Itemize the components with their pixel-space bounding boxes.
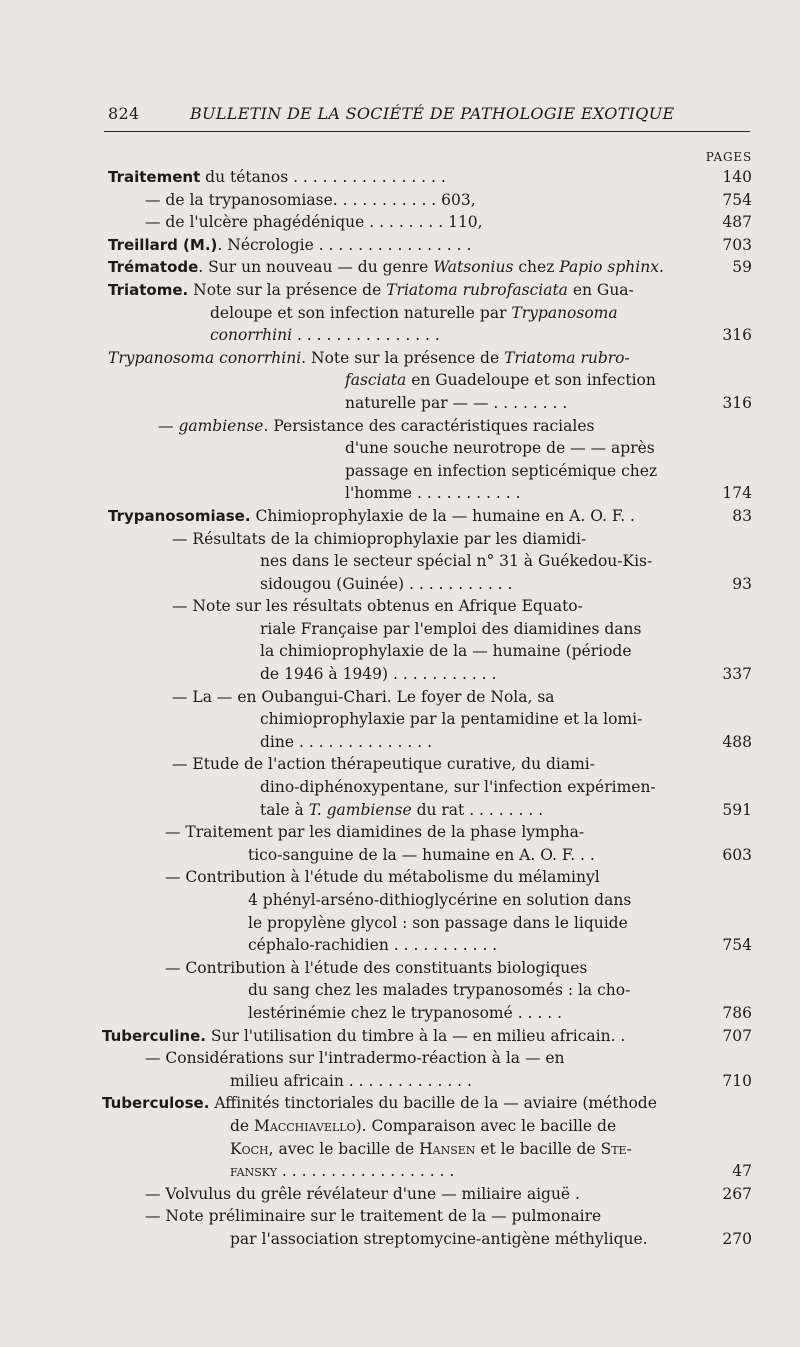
entry-text <box>210 302 618 325</box>
page-ref: 174 <box>722 484 752 503</box>
entry-text-segment: du tétanos . . . . . . . . . . . . . . . . <box>200 168 446 186</box>
entry-text-segment: du sang chez les malades trypanosomés : la cho- <box>248 981 631 1000</box>
index-line <box>0 979 800 1002</box>
entry-text <box>158 415 594 438</box>
index-line <box>0 1183 800 1206</box>
page-ref: 603 <box>722 845 752 864</box>
entry-text-segment: Triatoma rubro- <box>504 348 630 367</box>
entry-text-segment: 4 phényl-arséno-dithioglycérine en solution dans <box>248 891 632 909</box>
entry-text <box>248 912 628 935</box>
page-ref: 488 <box>722 732 752 751</box>
entry-text-segment: deloupe et son infection naturelle par <box>210 303 512 322</box>
index-line <box>0 1160 800 1183</box>
entry-text-segment: Sur l'utilisation du timbre à la — en milieu africain. . <box>205 1026 626 1045</box>
entry-text-segment: T. gambiense <box>308 800 412 819</box>
index-line <box>0 189 800 212</box>
index-line <box>0 505 800 528</box>
entry-text <box>260 799 543 822</box>
entry-text <box>248 844 595 867</box>
entry-keyword: Traitement <box>108 168 201 186</box>
entry-text <box>260 618 641 641</box>
entry-text <box>230 1070 472 1093</box>
entry-text <box>145 1183 580 1206</box>
entry-text <box>260 708 642 731</box>
page-ref: 754 <box>722 190 752 209</box>
index-line <box>0 889 800 912</box>
index-line <box>0 640 800 663</box>
index-line <box>0 573 800 596</box>
entry-text <box>248 979 630 1002</box>
page-ref: 267 <box>722 1184 752 1203</box>
entry-text-segment: . Note sur la présence de <box>301 348 505 367</box>
entry-text <box>108 279 634 302</box>
entry-text-segment: et le bacille de <box>475 1139 601 1158</box>
entry-text <box>108 234 471 257</box>
entry-text <box>108 505 635 528</box>
entry-text-segment: — Résultats de la chimioprophylaxie par les diamidi- <box>172 529 587 548</box>
index-line <box>0 708 800 731</box>
entry-text-segment: Hansen <box>419 1139 476 1158</box>
entry-text <box>108 166 446 189</box>
index-line <box>0 1228 800 1251</box>
page-ref: 83 <box>732 506 752 525</box>
index-line <box>0 1070 800 1093</box>
entry-text-segment: Koch <box>230 1139 269 1158</box>
entry-text-segment: nes dans le secteur spécial n° 31 à Guékedou-Kis- <box>260 552 653 571</box>
index-line <box>0 731 800 754</box>
entry-text-segment: la chimioprophylaxie de la — humaine (période <box>260 642 632 661</box>
entry-text <box>172 686 555 709</box>
index-line <box>0 1047 800 1070</box>
index-line <box>0 550 800 573</box>
entry-text-segment: lestérinémie chez le trypanosomé . . . . . <box>248 1003 563 1022</box>
index-line <box>0 618 800 641</box>
index-line <box>0 324 800 347</box>
entry-text-segment: — La — en Oubangui-Chari. Le foyer de Nola, sa <box>172 687 555 706</box>
entry-text-segment: Affinités tinctoriales du bacille de la — aviaire (méthode <box>209 1094 657 1113</box>
entry-text-segment: — Contribution à l'étude du métabolisme du mélaminyl <box>165 868 600 887</box>
entry-text-segment: fasciata <box>345 371 407 390</box>
page-ref: 270 <box>722 1229 752 1248</box>
index-line <box>0 211 800 234</box>
entry-text-segment: en Gua- <box>567 280 634 299</box>
entry-text-segment: par l'association streptomycine-antigène méthylique. <box>230 1229 648 1248</box>
entry-text-segment: milieu africain . . . . . . . . . . . . . <box>230 1071 472 1090</box>
entry-text-segment: , avec le bacille de <box>268 1139 420 1158</box>
entry-text <box>145 211 483 234</box>
index-line <box>0 437 800 460</box>
index-line <box>0 595 800 618</box>
entry-text-segment: chimioprophylaxie par la pentamidine et la lomi- <box>260 710 643 729</box>
entry-text-segment: dine . . . . . . . . . . . . . . <box>260 732 432 751</box>
entry-text-segment: Watsonius <box>433 258 514 277</box>
index-line <box>0 866 800 889</box>
entry-text-segment: Note sur la présence de <box>188 280 387 299</box>
index-line <box>0 392 800 415</box>
page-ref: 316 <box>722 393 752 412</box>
entry-text <box>248 889 631 912</box>
entry-text <box>230 1160 454 1185</box>
entry-text <box>108 256 664 279</box>
index-line <box>0 279 800 302</box>
page-ref: 707 <box>722 1026 752 1045</box>
index-line <box>0 912 800 935</box>
entry-keyword: Triatome. <box>108 280 189 299</box>
entry-text-segment: tale à <box>260 800 309 819</box>
entry-keyword: Treillard (M.) <box>108 235 218 254</box>
index-line <box>0 369 800 392</box>
entry-text <box>260 663 496 686</box>
entry-text-segment: — Volvulus du grêle révélateur d'une — miliaire aiguë . <box>145 1184 580 1203</box>
entry-text <box>210 324 440 347</box>
entry-text-segment: gambiense <box>178 416 264 435</box>
entry-text-segment: céphalo-rachidien . . . . . . . . . . . <box>248 936 498 955</box>
index-line <box>0 1115 800 1138</box>
entry-text <box>260 573 512 596</box>
entry-text <box>145 1205 601 1228</box>
page-number: 824 <box>108 104 140 123</box>
entry-text-segment: du rat . . . . . . . . <box>411 800 544 819</box>
index-line <box>0 1002 800 1025</box>
entry-text-segment: . . . . . . . . . . . . . . . . . . <box>276 1162 455 1181</box>
index-line <box>0 256 800 279</box>
entry-text-segment: conorrhini <box>210 326 293 345</box>
entry-text <box>102 1092 657 1115</box>
page-ref: 487 <box>722 213 752 232</box>
entry-text <box>165 866 600 889</box>
page-ref: 703 <box>722 235 752 254</box>
entry-text-segment: dino-diphénoxypentane, sur l'infection expérimen- <box>260 778 656 797</box>
page-ref: 591 <box>722 800 752 819</box>
page-ref: 59 <box>732 258 752 277</box>
entry-text-segment: . Nécrologie . . . . . . . . . . . . . . . . <box>217 235 472 254</box>
entry-text <box>260 776 656 799</box>
entry-text-segment: — de l'ulcère phagédénique . . . . . . . . 110, <box>145 213 483 232</box>
page-ref: 47 <box>732 1162 752 1181</box>
entry-text <box>230 1115 616 1138</box>
index-line <box>0 528 800 551</box>
entry-text <box>248 1002 562 1025</box>
index-line <box>0 753 800 776</box>
index-line <box>0 799 800 822</box>
page-ref: 93 <box>732 574 752 593</box>
page-ref: 337 <box>722 665 752 684</box>
entry-text-segment: — Considérations sur l'intradermo-réaction à la — en <box>145 1049 565 1068</box>
entry-text-segment: — Contribution à l'étude des constituants biologiques <box>165 958 588 977</box>
entry-text <box>345 437 655 460</box>
pages-column-label: PAGES <box>705 150 752 164</box>
entry-text-segment: . . . . . . . . . . . . . . . <box>292 326 440 345</box>
entry-text-segment: — Note préliminaire sur le traitement de la — pulmonaire <box>145 1207 602 1226</box>
entry-text-segment: . Persistance des caractéristiques raciales <box>263 416 595 435</box>
entry-text-segment: — Traitement par les diamidines de la phase lympha- <box>165 823 585 842</box>
entry-text-segment: naturelle par — — . . . . . . . . <box>345 393 568 412</box>
entry-text <box>172 595 583 618</box>
index-line <box>0 686 800 709</box>
entry-text-segment: . Sur un nouveau — du genre <box>198 258 434 277</box>
entry-text-segment: Ste- <box>600 1139 632 1158</box>
entry-keyword: Tuberculine. <box>102 1026 206 1045</box>
page-ref: 786 <box>722 1003 752 1022</box>
entry-keyword: Trématode <box>108 258 199 277</box>
entry-text-segment: le propylène glycol : son passage dans le liquide <box>248 913 628 932</box>
entry-keyword: Trypanosomiase. <box>108 506 251 525</box>
entry-text <box>230 1228 648 1251</box>
entry-text <box>260 640 632 663</box>
index-line <box>0 663 800 686</box>
page-ref: 140 <box>722 168 752 186</box>
entry-text <box>260 731 432 754</box>
index-line <box>0 415 800 438</box>
entry-text-segment: Papio sphinx. <box>559 258 664 277</box>
entry-text-segment: l'homme . . . . . . . . . . . <box>345 484 521 503</box>
entry-text <box>345 482 521 505</box>
index-line <box>0 482 800 505</box>
index-line <box>0 234 800 257</box>
entry-text-segment: de <box>230 1116 255 1135</box>
journal-title: BULLETIN DE LA SOCIÉTÉ DE PATHOLOGIE EXOTIQUE <box>190 104 675 123</box>
index-line <box>0 934 800 957</box>
page-ref: 754 <box>722 936 752 955</box>
entry-keyword: Tuberculose. <box>102 1094 210 1113</box>
entry-text-segment: Macchiavello <box>254 1116 356 1135</box>
entry-text <box>108 347 630 370</box>
entry-text <box>165 821 584 844</box>
entry-text-segment: — de la trypanosomiase. . . . . . . . . . . 603, <box>145 190 476 209</box>
header-rule <box>104 131 750 132</box>
index-line <box>0 1092 800 1115</box>
entry-text-segment: en Guadeloupe et son infection <box>406 371 656 390</box>
index-line <box>0 460 800 483</box>
entry-text <box>345 369 656 392</box>
index-line <box>0 1138 800 1161</box>
entry-text-segment: ). Comparaison avec le bacille de <box>355 1116 617 1135</box>
entry-text-segment: Trypanosoma conorrhini <box>108 348 302 367</box>
index-line <box>0 1205 800 1228</box>
entry-text <box>345 460 657 483</box>
entry-text <box>248 934 497 957</box>
index-line <box>0 1025 800 1048</box>
entry-text <box>165 957 587 980</box>
entry-text-segment: passage en infection septicémique chez <box>345 461 658 480</box>
entry-text <box>102 1025 625 1048</box>
entry-text-segment: d'une souche neurotrope de — — après <box>345 439 655 458</box>
entry-text-segment: — Note sur les résultats obtenus en Afrique Equato- <box>172 597 583 616</box>
entry-text-segment: Triatoma rubrofasciata <box>386 280 568 299</box>
entry-text <box>260 550 652 573</box>
entry-text-segment: Trypanosoma <box>511 303 618 322</box>
entry-text-segment: FANSKY <box>230 1166 277 1180</box>
page-ref: 316 <box>722 326 752 345</box>
entry-text <box>145 1047 565 1070</box>
index-entries <box>0 166 800 1251</box>
entry-text <box>145 189 476 212</box>
entry-text-segment: sidougou (Guinée) . . . . . . . . . . . <box>260 574 513 593</box>
index-line <box>0 776 800 799</box>
entry-text-segment: chez <box>513 258 560 277</box>
entry-text-segment: riale Française par l'emploi des diamidines dans <box>260 619 642 638</box>
index-line <box>0 347 800 370</box>
entry-text <box>345 392 567 415</box>
entry-text <box>172 753 595 776</box>
page-ref: 710 <box>722 1071 752 1090</box>
entry-text <box>172 528 586 551</box>
index-line <box>0 957 800 980</box>
index-line <box>0 821 800 844</box>
entry-text-segment: — <box>158 416 179 435</box>
index-line <box>0 844 800 867</box>
index-line <box>0 166 800 189</box>
index-line <box>0 302 800 325</box>
entry-text-segment: Chimioprophylaxie de la — humaine en A. O. F. . <box>250 506 635 525</box>
entry-text-segment: tico-sanguine de la — humaine en A. O. F. . . <box>248 845 595 864</box>
entry-text-segment: de 1946 à 1949) . . . . . . . . . . . <box>260 665 497 684</box>
entry-text <box>230 1138 632 1161</box>
entry-text-segment: — Etude de l'action thérapeutique curative, du diami- <box>172 755 595 774</box>
